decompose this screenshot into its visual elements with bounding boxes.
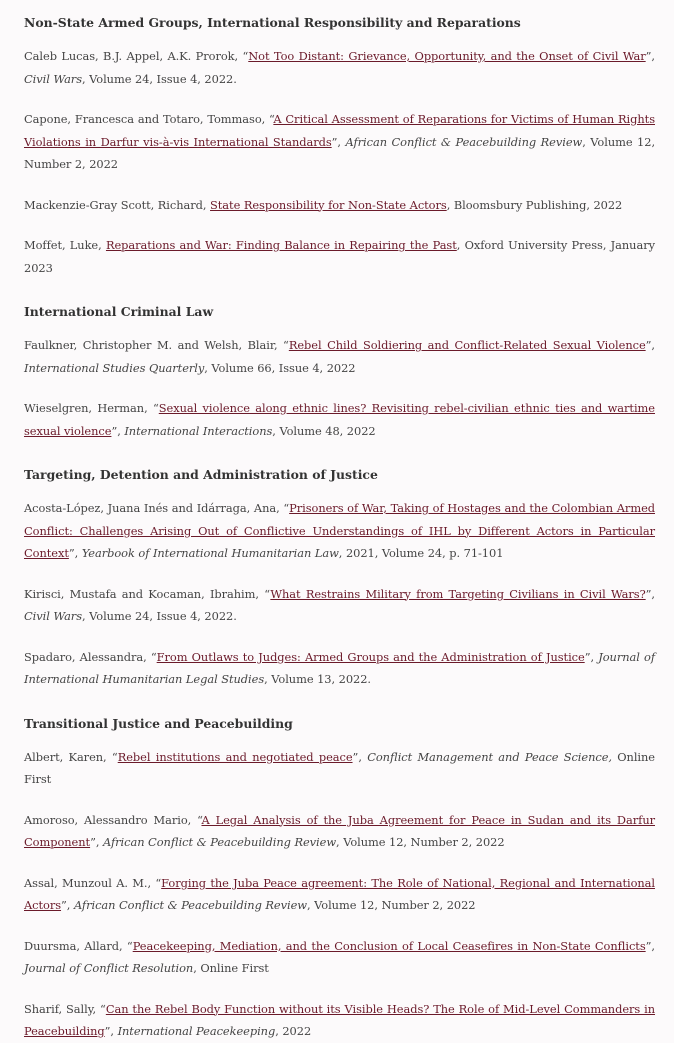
reference-link[interactable]: Peacekeeping, Mediation, and the Conclusion of Local Ceasefires in Non-State Conflicts: [132, 938, 646, 953]
section-heading: International Criminal Law: [24, 304, 214, 319]
section-non-state-armed-groups: [24, 8, 655, 279]
reference-item: Wieselgren, Herman, “Sexual violence along ethnic lines? Revisiting rebel-civilian ethnic ties and wartime sexual violence”, International Interactions, Volume 48, 2022: [24, 401, 655, 438]
reference-link[interactable]: Rebel institutions and negotiated peace: [117, 749, 353, 764]
reference-item: Kirisci, Mustafa and Kocaman, Ibrahim, “What Restrains Military from Targeting Civilians in Civil Wars?”, Civil Wars, Volume 24, Issue 4, 2022.: [24, 586, 655, 623]
section-heading: Targeting, Detention and Administration of Justice: [24, 467, 378, 482]
reference-item: Duursma, Allard, “Peacekeeping, Mediation, and the Conclusion of Local Ceasefires in Non-State Conflicts”, Journal of Conflict Resolution, Online First: [24, 938, 655, 975]
reference-link[interactable]: Can the Rebel Body Function without its Visible Heads? The Role of Mid-Level Commanders in Peacebuilding: [24, 1001, 656, 1038]
reference-item: Mackenzie-Gray Scott, Richard, State Responsibility for Non-State Actors, Bloomsbury Publishing, 2022: [24, 197, 623, 212]
reference-link[interactable]: What Restrains Military from Targeting Civilians in Civil Wars?: [270, 586, 646, 601]
reference-link[interactable]: A Critical Assessment of Reparations for Victims of Human Rights Violations in Darfur vis-à-vis International Standards: [24, 112, 655, 149]
reference-link[interactable]: Prisoners of War, Taking of Hostages and the Colombian Armed Conflict: Challenges Arising Out of Conflictive Understandings of IHL by Different Actors in Particular Context: [24, 501, 655, 560]
reference-link[interactable]: Sexual violence along ethnic lines? Revisiting rebel-civilian ethnic ties and wartime sexual violence: [24, 401, 655, 438]
reference-item: Capone, Francesca and Totaro, Tommaso, “A Critical Assessment of Reparations for Victims of Human Rights Violations in Darfur vis-à-vis International Standards”, African Conflict & Peacebuilding Review, Volume 12, Number 2, 2022: [24, 112, 656, 171]
section-heading: Non-State Armed Groups, International Responsibility and Reparations: [24, 15, 521, 30]
reference-item: Amoroso, Alessandro Mario, “A Legal Analysis of the Juba Agreement for Peace in Sudan and its Darfur Component”, African Conflict & Peacebuilding Review, Volume 12, Number 2, 2022: [24, 812, 655, 849]
reference-link[interactable]: Reparations and War: Finding Balance in Repairing the Past: [105, 238, 457, 252]
section-transitional-justice-peacebuilding: [24, 709, 655, 1043]
reference-link[interactable]: Rebel Child Soldiering and Conflict-Related Sexual Violence: [288, 338, 646, 352]
reference-link[interactable]: Not Too Distant: Grievance, Opportunity, and the Onset of Civil War: [248, 49, 646, 63]
reference-item: Assal, Munzoul A. M., “Forging the Juba Peace agreement: The Role of National, Regional and International Actors”, African Conflict & Peacebuilding Review, Volume 12, Number 2, 2022: [24, 875, 655, 912]
reference-link[interactable]: State Responsibility for Non-State Actors: [210, 197, 447, 212]
section-targeting-detention-justice: [24, 460, 655, 691]
section-heading: Transitional Justice and Peacebuilding: [24, 715, 293, 731]
reference-item: Spadaro, Alessandra, “From Outlaws to Judges: Armed Groups and the Administration of Justice”, Journal of International Humanitarian Legal Studies, Volume 13, 2022.: [24, 649, 655, 686]
reference-item: Moffet, Luke, Reparations and War: Finding Balance in Repairing the Past, Oxford University Press, January 2023: [24, 238, 655, 275]
reference-item: Acosta-López, Juana Inés and Idárraga, Ana, “Prisoners of War, Taking of Hostages and the Colombian Armed Conflict: Challenges Arising Out of Conflictive Understandings of IHL by Different Actors in Particular Context”, Yearbook of International Humanitarian Law, 2021, Volume 24, p. 71-101: [24, 501, 655, 560]
reference-item: Faulkner, Christopher M. and Welsh, Blair, “Rebel Child Soldiering and Conflict-Related Sexual Violence”, International Studies Quarterly, Volume 66, Issue 4, 2022: [24, 338, 655, 375]
reference-item: Sharif, Sally, “Can the Rebel Body Function without its Visible Heads? The Role of Mid-Level Commanders in Peacebuilding”, International Peacekeeping, 2022: [24, 1001, 656, 1038]
reference-link[interactable]: From Outlaws to Judges: Armed Groups and the Administration of Justice: [156, 649, 585, 664]
reference-link[interactable]: A Legal Analysis of the Juba Agreement for Peace in Sudan and its Darfur Component: [24, 812, 655, 849]
reference-link[interactable]: Forging the Juba Peace agreement: The Role of National, Regional and International Actors: [24, 875, 655, 912]
reference-item: Albert, Karen, “Rebel institutions and negotiated peace”, Conflict Management and Peace Science, Online First: [24, 749, 655, 786]
section-international-criminal-law: [24, 297, 655, 442]
reference-item: Caleb Lucas, B.J. Appel, A.K. Prorok, “Not Too Distant: Grievance, Opportunity, and the Onset of Civil War”, Civil Wars, Volume 24, Issue 4, 2022.: [24, 49, 655, 86]
